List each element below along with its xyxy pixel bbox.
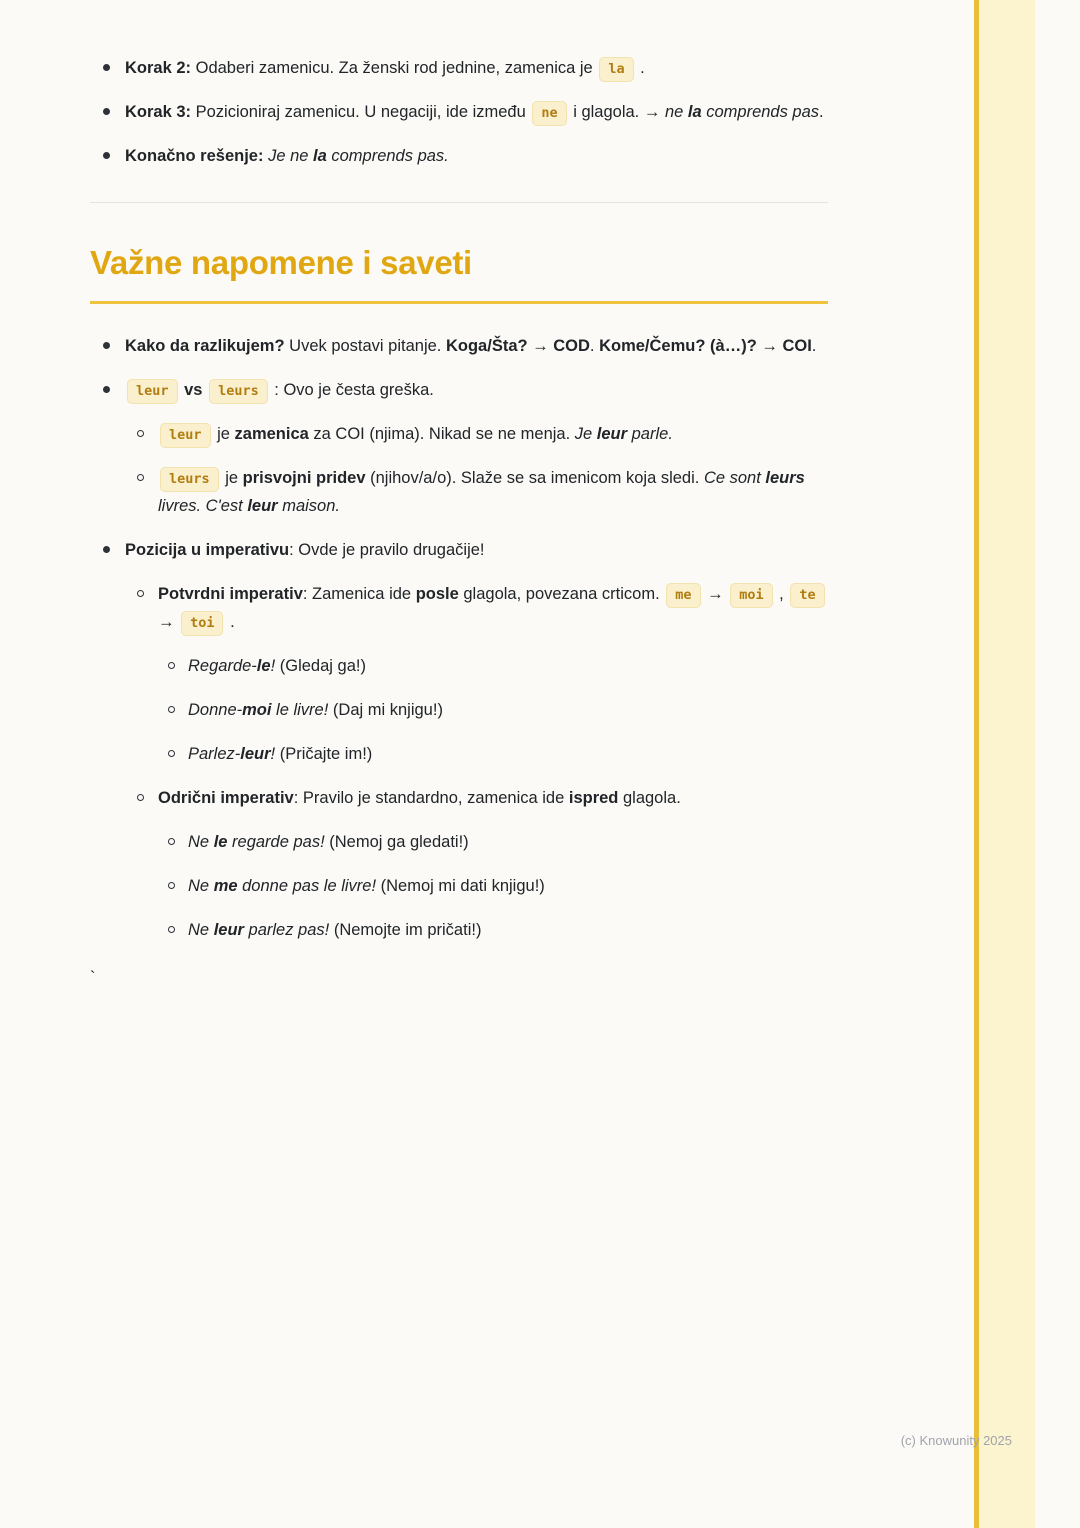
list-item <box>90 332 828 360</box>
list-item-text <box>188 916 828 944</box>
text-segment: (Nemojte im pričati!) <box>329 921 482 939</box>
bullet-circle-icon <box>168 916 188 944</box>
list-item-text <box>188 872 828 900</box>
list-item-text <box>125 54 828 82</box>
text-segment: Je ne <box>268 147 314 165</box>
text-segment: prisvojni pridev <box>242 469 366 487</box>
list-item <box>90 828 828 856</box>
text-segment: (njihov/a/o). Slaže se sa imenicom koja sledi. <box>365 469 704 487</box>
text-segment: Ne <box>188 877 214 895</box>
text-segment: leur <box>247 497 278 515</box>
bullet-circle-icon <box>168 696 188 724</box>
text-segment: donne pas le livre! <box>237 877 377 895</box>
text-segment: (Gledaj ga!) <box>275 657 366 675</box>
text-segment: Ce sont <box>703 469 766 487</box>
bullet-circle-icon <box>137 784 158 812</box>
text-segment: : Zamenica ide <box>302 585 416 603</box>
text-segment: Konačno rešenje: <box>125 147 264 165</box>
code-chip: leur <box>160 423 211 448</box>
text-segment: ne <box>664 103 688 121</box>
text-segment: Parlez- <box>188 745 241 763</box>
text-segment: parle. <box>627 425 673 443</box>
text-segment: Odrični imperativ <box>158 789 294 807</box>
text-segment: parlez pas! <box>243 921 330 939</box>
text-segment: . <box>225 613 235 631</box>
code-chip: la <box>599 57 633 82</box>
text-segment: Ne <box>188 833 214 851</box>
text-segment: i glagola. → <box>568 103 665 121</box>
bullet-disc-icon <box>103 376 125 404</box>
text-segment: Pozicija u imperativu <box>125 541 290 559</box>
text-segment: (Daj mi knjigu!) <box>328 701 443 719</box>
bullet-disc-icon <box>103 536 125 564</box>
list-item-text <box>158 580 828 636</box>
list-item <box>90 142 828 170</box>
list-item-text <box>158 420 828 448</box>
list-item-text <box>125 332 828 360</box>
text-segment: Pozicioniraj zamenicu. U negaciji, ide između <box>191 103 531 121</box>
bullet-circle-icon <box>168 828 188 856</box>
text-segment: je <box>220 469 243 487</box>
list-item <box>90 740 828 768</box>
bullet-list <box>90 54 828 170</box>
list-item <box>90 916 828 944</box>
bullet-disc-icon <box>103 98 125 126</box>
bullet-circle-icon <box>137 580 158 636</box>
text-segment: , <box>774 585 789 603</box>
list-item <box>90 652 828 680</box>
code-chip: leurs <box>160 467 219 492</box>
list-item-text <box>125 142 828 170</box>
list-item-text <box>188 828 828 856</box>
text-segment: ` <box>90 969 96 987</box>
text-segment: glagola. <box>618 789 681 807</box>
list-item-text <box>188 740 828 768</box>
section-divider <box>90 202 828 203</box>
text-segment: la <box>313 147 327 165</box>
text-segment: . <box>811 337 817 355</box>
list-item <box>90 536 828 564</box>
text-segment: livres. C'est <box>158 497 248 515</box>
list-item-text <box>158 464 828 520</box>
text-segment: . <box>819 103 824 121</box>
code-chip: ne <box>532 101 566 126</box>
code-chip: leurs <box>209 379 268 404</box>
list-item-text <box>125 98 828 126</box>
text-segment: Odaberi zamenicu. Za ženski rod jednine, zamenica je <box>191 59 598 77</box>
code-chip: me <box>666 583 700 608</box>
text-segment: moi <box>242 701 272 719</box>
text-segment: Potvrdni imperativ <box>158 585 303 603</box>
bullet-disc-icon <box>103 142 125 170</box>
code-chip: toi <box>181 611 223 636</box>
list-item-text <box>125 536 828 564</box>
text-segment: posle <box>415 585 459 603</box>
text-segment: Donne- <box>188 701 243 719</box>
text-segment: ! <box>270 657 276 675</box>
text-segment: (Pričajte im!) <box>275 745 373 763</box>
bullet-circle-icon <box>137 464 158 520</box>
text-segment: Kako da razlikujem? <box>125 337 285 355</box>
stray-backtick-text <box>90 964 828 992</box>
section-heading: Važne napomene i saveti <box>90 243 828 304</box>
code-chip: moi <box>730 583 772 608</box>
text-segment: Koga/Šta? → COD <box>445 337 590 355</box>
text-segment: la <box>687 103 702 121</box>
text-segment: le <box>213 833 228 851</box>
text-segment: vs <box>184 381 203 399</box>
text-segment: ! <box>270 745 276 763</box>
text-segment: je <box>212 425 235 443</box>
list-item <box>90 872 828 900</box>
text-segment: Korak 3: <box>125 103 192 121</box>
bullet-circle-icon <box>137 420 158 448</box>
list-item <box>90 420 828 448</box>
text-segment: leur <box>240 745 271 763</box>
text-segment: : Pravilo je standardno, zamenica ide <box>293 789 569 807</box>
list-item <box>90 696 828 724</box>
text-segment: Kome/Čemu? (à…)? → COI <box>599 337 812 355</box>
list-item <box>90 376 828 404</box>
text-segment: (Nemoj ga gledati!) <box>324 833 469 851</box>
text-segment: Uvek postavi pitanje. <box>284 337 446 355</box>
bullet-circle-icon <box>168 740 188 768</box>
text-segment: leur <box>213 921 244 939</box>
text-segment: Korak 2: <box>125 59 192 77</box>
bullet-disc-icon <box>103 332 125 360</box>
text-segment: Je <box>574 425 597 443</box>
bullet-list <box>90 332 828 944</box>
text-segment: → <box>702 585 729 603</box>
text-segment: me <box>213 877 238 895</box>
text-segment: za COI (njima). Nikad se ne menja. <box>308 425 575 443</box>
bullet-disc-icon <box>103 54 125 82</box>
text-segment: : Ovde je pravilo drugačije! <box>289 541 485 559</box>
text-segment: maison. <box>277 497 340 515</box>
text-segment: zamenica <box>234 425 309 443</box>
document-body <box>90 54 828 992</box>
list-item-text <box>188 696 828 724</box>
copyright-text: (c) Knowunity 2025 <box>900 1433 1012 1448</box>
list-item <box>90 580 828 636</box>
list-item <box>90 54 828 82</box>
text-segment: ispred <box>568 789 619 807</box>
text-segment <box>202 381 207 399</box>
list-item <box>90 98 828 126</box>
text-segment: le <box>256 657 271 675</box>
text-segment: . <box>589 337 600 355</box>
list-item <box>90 464 828 520</box>
text-segment: Regarde- <box>188 657 257 675</box>
bullet-circle-icon <box>168 872 188 900</box>
text-segment: (Nemoj mi dati knjigu!) <box>376 877 545 895</box>
text-segment: le livre! <box>271 701 329 719</box>
text-segment: comprends pas. <box>326 147 449 165</box>
text-segment: comprends pas <box>701 103 820 121</box>
text-segment: Ne <box>188 921 214 939</box>
list-item-text <box>188 652 828 680</box>
bullet-circle-icon <box>168 652 188 680</box>
text-segment: → <box>158 613 180 631</box>
list-item-text <box>158 784 828 812</box>
text-segment: glagola, povezana crticom. <box>458 585 665 603</box>
text-segment: : Ovo je česta greška. <box>269 381 434 399</box>
text-segment: leurs <box>765 469 805 487</box>
right-accent-band <box>979 0 1035 1528</box>
list-item-text <box>125 376 828 404</box>
list-item <box>90 784 828 812</box>
text-segment: leur <box>596 425 628 443</box>
code-chip: leur <box>127 379 178 404</box>
code-chip: te <box>790 583 824 608</box>
text-segment: regarde pas! <box>227 833 325 851</box>
text-segment: . <box>635 59 645 77</box>
